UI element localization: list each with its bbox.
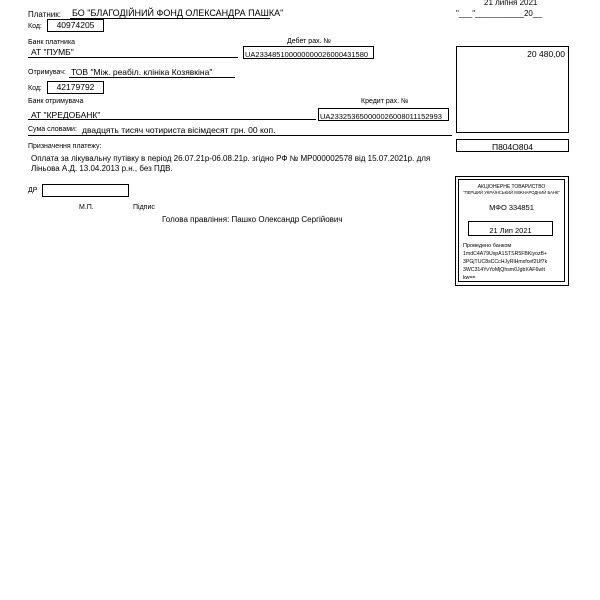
payer-code: 40974205 [56, 20, 95, 30]
payer-bank-name: АТ "ПУМБ" [31, 47, 74, 57]
purpose-label: Призначення платежу: [28, 143, 102, 150]
payer-code-label: Код: [28, 23, 42, 30]
doc-number-box [456, 139, 569, 152]
stamp-line2: "ПЕРШИЙ УКРАЇНСЬКИЙ МІЖНАРОДНИЙ БАНК" [463, 190, 560, 195]
stamp-inner [458, 179, 565, 282]
recipient-code-label: Код: [28, 85, 42, 92]
debit-account: UA233485100000000026000431580 [245, 50, 369, 59]
head-signature: Голова правління: Пашко Олександр Сергійович [162, 215, 343, 224]
debit-account-box [243, 46, 374, 59]
bank-stamp [455, 176, 569, 286]
recipient-bank-line [28, 119, 316, 120]
purpose-line2: Ліньова А.Д. 13.04.2013 р.н., без ПДВ. [31, 164, 173, 173]
stamp-date-box [468, 221, 553, 236]
payer-name: БО "БЛАГОДІЙНИЙ ФОНД ОЛЕКСАНДРА ПАШКА" [72, 8, 284, 18]
dr-label: ДР [28, 187, 38, 194]
stamp-line1: АКЦІОНЕРНЕ ТОВАРИСТВО [477, 184, 546, 190]
payer-bank-line [28, 57, 238, 58]
recipient-name-line [69, 77, 235, 78]
recipient-code: 42179792 [56, 82, 95, 92]
dr-box [42, 184, 129, 197]
credit-label: Кредит рах. № [361, 98, 409, 105]
stamp-hash4: kw== [463, 275, 476, 281]
payer-label: Платник: [28, 10, 61, 19]
stamp-date: 21 Лип 2021 [489, 226, 532, 235]
recipient-bank-name: АТ "КРЕДОБАНК" [31, 110, 101, 120]
stamp-hash2: 3PGjTUC8sCCcHJyRlHmxfcef2Uf7k [463, 259, 548, 265]
recipient-name: ТОВ "Між. реабіл. клініка Козявкіна" [71, 67, 213, 77]
amount-box [456, 46, 569, 133]
recipient-bank-label: Банк отримувача [28, 98, 84, 105]
mp-label: М.П. [79, 204, 94, 211]
stamp-processed: Проведено банком [463, 243, 512, 249]
sum-words-line [28, 135, 452, 136]
payer-bank-label: Банк платника [28, 39, 76, 46]
amount-value: 20 480,00 [527, 49, 565, 59]
stamp-mfo: МФО 334851 [489, 203, 534, 212]
sum-words-value: двадцять тисяч чотириста вісімдесят грн. 00 коп. [82, 125, 276, 135]
sum-words-label: Сума словами: [28, 126, 77, 133]
sign-label: Підпис [133, 204, 155, 211]
doc-number: П804О804 [491, 142, 534, 152]
date-written: 21 липня 2021 [484, 0, 538, 7]
date-template: "___"___________20__ [456, 9, 542, 18]
recipient-code-box [47, 81, 104, 94]
stamp-hash3: 3WC314YvYoMjQhsm0JgbXAF6wIt [463, 267, 545, 273]
recipient-label: Отримувач: [28, 69, 66, 76]
credit-account-box [318, 108, 449, 121]
purpose-line1: Оплата за лікувальну путівку в період 26.07.21р-06.08.21р. згідно РФ № МР000002578 від 15.07.2021р. для [31, 154, 431, 163]
credit-account: UA233253650000026008011152993 [320, 112, 442, 121]
stamp-hash1: 1mdC4A79UxpA1STSR5FBKiyozB+ [463, 251, 548, 257]
payer-code-box [47, 19, 104, 32]
debit-label: Дебет рах. № [287, 38, 331, 45]
